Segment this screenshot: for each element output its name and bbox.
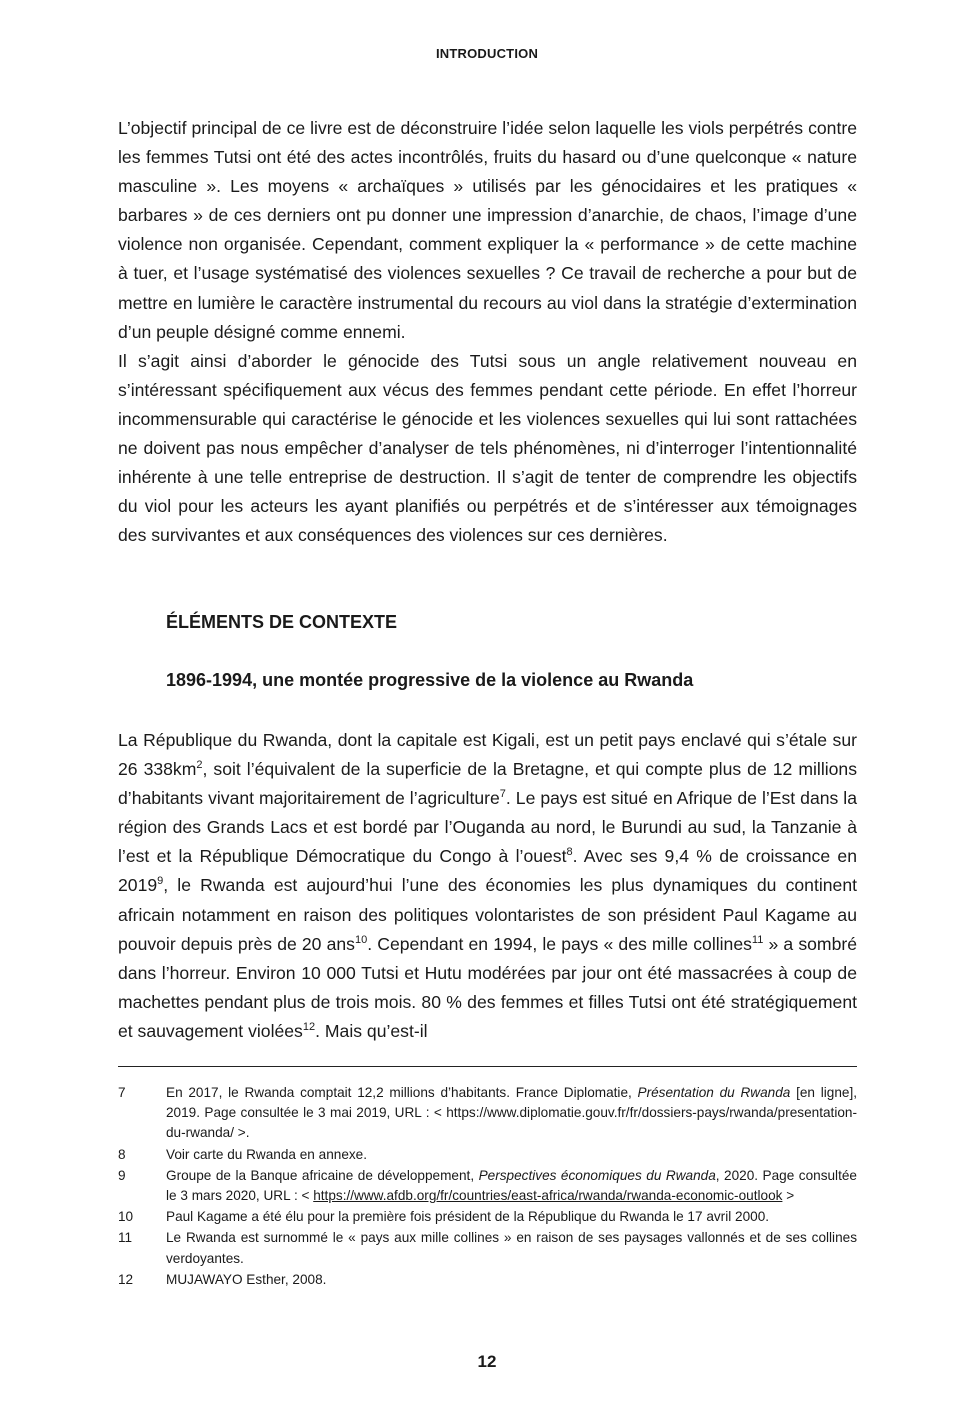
text-run: En 2017, le Rwanda comptait 12,2 millions d’habitants. France Diplomatie,: [166, 1085, 638, 1100]
footnote-divider: [118, 1066, 857, 1067]
text-run: Groupe de la Banque africaine de développement,: [166, 1167, 479, 1183]
text-run: La République du Rwanda, dont la capitale est Kigali, est un petit pays enclavé qui s’étale sur 26 338km: [118, 730, 857, 780]
footnote-text: [166, 1166, 857, 1206]
footnote-text: Voir carte du Rwanda en annexe.: [166, 1146, 368, 1162]
footnote-text: Le Rwanda est surnommé le « pays aux mille collines » en raison de ses paysages vallonnés et de ses collines verdoyantes.: [166, 1230, 857, 1266]
text-run: , le Rwanda est aujourd’hui l’une des économies les plus dynamiques du continent africain notamment en raison des politiques volontaristes de son président Paul Kagame au pouvoir depuis près de 20 ans: [118, 875, 857, 954]
footnote: [118, 1270, 857, 1290]
footnote: [118, 1207, 857, 1227]
context-section: [118, 726, 857, 1046]
text-run: >: [782, 1188, 795, 1204]
footnote-number: 12: [118, 1271, 134, 1287]
footnote-ref[interactable]: 8: [566, 846, 573, 859]
footnote: [118, 1228, 857, 1268]
section-heading: ÉLÉMENTS DE CONTEXTE: [166, 612, 398, 632]
text-run: . Le pays est situé en Afrique de l’Est dans la région des Grands Lacs et est bordé par l’Ouganda au nord, le Burundi au sud, la Tanzanie à l’est et la République Démocratique du Congo à l’ouest: [118, 788, 857, 867]
paragraph: Il s’agit ainsi d’aborder le génocide des Tutsi sous un angle relativement nouveau en s’intéressant spécifiquement aux vécus des femmes pendant cette période. En effet l’horreur incommensurable qui caractérise le génocide et les violences sexuelles qui lui sont rattachées ne doivent pas nous empêcher d’analyser de tels phénomènes, ni d’interroger l’intentionnalité inhérente à une telle entreprise de destruction. Il s’agit de tenter de comprendre les objectifs du viol pour les acteurs les ayant planifiés ou perpétrés et de s’intéresser aux témoignages des survivantes et aux conséquences des violences sur ces dernières.: [118, 350, 857, 546]
text-run: , soit l’équivalent de la superficie de la Bretagne, et qui compte plus de 12 millions d’habitants vivant majoritairement de l’agriculture: [118, 759, 857, 809]
subsection-heading: 1896-1994, une montée progressive de la violence au Rwanda: [166, 670, 694, 690]
footnotes: [118, 1083, 857, 1291]
paragraph: [118, 726, 857, 1046]
text-run: . Mais qu’est-il: [315, 1020, 428, 1041]
italic-title: Perspectives économiques du Rwanda: [478, 1167, 716, 1183]
footnote-number: 10: [118, 1209, 134, 1225]
footnote-text: MUJAWAYO Esther, 2008.: [166, 1271, 327, 1287]
text-run: , 2020. Page consultée le 3 mars 2020, URL : <: [166, 1167, 857, 1204]
superscript: 2: [196, 759, 203, 772]
footnote-ref[interactable]: 9: [157, 875, 164, 888]
footnote-number: 9: [118, 1167, 126, 1183]
footnote-number: 8: [118, 1146, 126, 1162]
footnote-link[interactable]: https://www.afdb.org/fr/countries/east-africa/rwanda/rwanda-economic-outlook: [313, 1188, 783, 1204]
footnote: [118, 1145, 857, 1165]
text-run: . Cependant en 1994, le pays « des mille collines: [367, 933, 752, 954]
text-run: [en ligne], 2019. Page consultée le 3 mai 2019, URL : < https://www.diplomatie.gouv.fr/fr/dossiers-pays/rwanda/presentation-du-rwanda/ >.: [166, 1085, 858, 1141]
footnote: [118, 1083, 857, 1144]
text-run: » a sombré dans l’horreur. Environ 10 000 Tutsi et Hutu modérées par jour ont été massacrées à coup de machettes pendant plus de trois mois. 80 % des femmes et filles Tutsi ont été stratégiquement et sauvagement violées: [118, 933, 857, 1041]
page-number: 12: [477, 1352, 497, 1371]
italic-title: Présentation du Rwanda: [637, 1085, 791, 1100]
footnote-number: 7: [118, 1085, 126, 1100]
intro-section: [118, 114, 857, 550]
running-title: INTRODUCTION: [435, 46, 539, 61]
footnote-text: [166, 1083, 857, 1144]
footnote-text: Paul Kagame a été élu pour la première fois président de la République du Rwanda le 17 avril 2000.: [166, 1209, 770, 1225]
footnote-ref[interactable]: 7: [499, 788, 506, 801]
footnote-ref[interactable]: 12: [302, 1021, 316, 1034]
paragraph: L’objectif principal de ce livre est de déconstruire l’idée selon laquelle les viols perpétrés contre les femmes Tutsi ont été des actes incontrôlés, fruits du hasard ou d’une quelconque « nature masculine ». Les moyens « archaïques » utilisés par les génocidaires et les pratiques « barbares » de ces derniers ont pu donner une impression d’anarchie, de chaos, l’image d’une violence non organisée. Cependant, comment expliquer la « performance » de cette machine à tuer, et l’usage systématisé des violences sexuelles ? Ce travail de recherche a pour but de mettre en lumière le caractère instrumental du recours au viol dans la stratégie d’extermination d’un peuple désigné comme ennemi.: [118, 118, 857, 342]
footnote-ref[interactable]: 10: [354, 933, 368, 946]
footnote-ref[interactable]: 11: [751, 933, 764, 946]
footnote-number: 11: [118, 1230, 133, 1246]
text-run: . Avec ses 9,4 % de croissance en 2019: [118, 846, 857, 896]
footnote: [118, 1166, 857, 1206]
